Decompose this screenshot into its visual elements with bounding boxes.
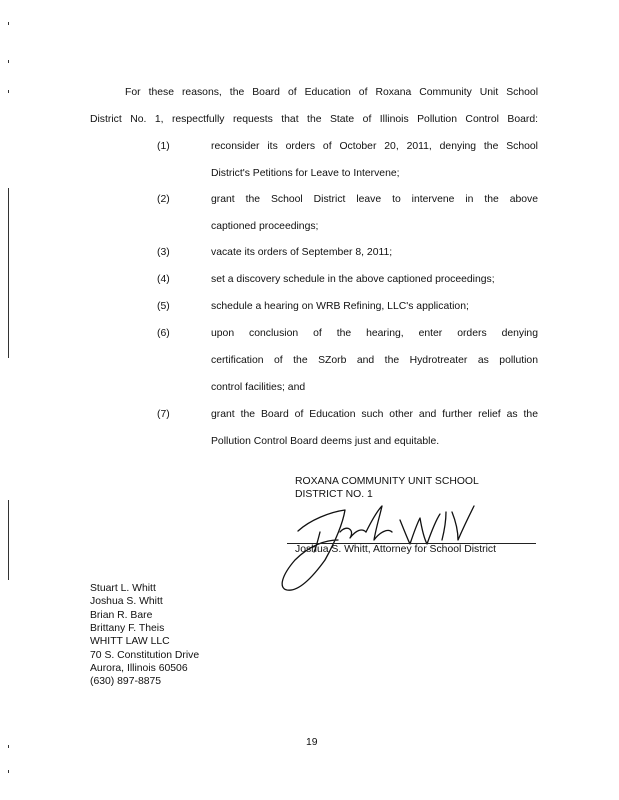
request-line: reconsider its orders of October 20, 2011, denying the School xyxy=(211,141,538,152)
page-number: 19 xyxy=(306,737,318,748)
signature-org-line-1: ROXANA COMMUNITY UNIT SCHOOL xyxy=(295,476,479,487)
request-number: (3) xyxy=(157,247,170,258)
request-line: Pollution Control Board deems just and equitable. xyxy=(211,436,440,447)
counsel-line: (630) 897-8875 xyxy=(90,676,162,687)
request-number: (1) xyxy=(157,141,170,152)
request-line: upon conclusion of the hearing, enter orders denying xyxy=(211,328,538,339)
counsel-line: Joshua S. Whitt xyxy=(90,596,163,607)
request-number: (2) xyxy=(157,194,170,205)
request-line: grant the Board of Education such other and further relief as the xyxy=(211,409,538,420)
request-line: vacate its orders of September 8, 2011; xyxy=(211,247,393,258)
counsel-line: Aurora, Illinois 60506 xyxy=(90,663,188,674)
request-line: schedule a hearing on WRB Refining, LLC's application; xyxy=(211,301,469,312)
signer-name: Joshua S. Whitt, Attorney for School District xyxy=(295,544,496,555)
signature-org-line-2: DISTRICT NO. 1 xyxy=(295,489,373,500)
counsel-line: Brian R. Bare xyxy=(90,610,153,621)
request-line: District's Petitions for Leave to Intervene; xyxy=(211,168,400,179)
request-line: grant the School District leave to intervene in the above xyxy=(211,194,538,205)
counsel-line: Brittany F. Theis xyxy=(90,623,165,634)
request-number: (4) xyxy=(157,274,170,285)
request-number: (7) xyxy=(157,409,170,420)
request-line: certification of the SZorb and the Hydrotreater as pollution xyxy=(211,355,538,366)
request-number: (6) xyxy=(157,328,170,339)
request-line: control facilities; and xyxy=(211,382,306,393)
intro-line-2: District No. 1, respectfully requests that the State of Illinois Pollution Control Board: xyxy=(90,114,538,125)
counsel-line: 70 S. Constitution Drive xyxy=(90,650,200,661)
counsel-line: WHITT LAW LLC xyxy=(90,636,170,647)
request-number: (5) xyxy=(157,301,170,312)
request-line: set a discovery schedule in the above captioned proceedings; xyxy=(211,274,495,285)
intro-line-1: For these reasons, the Board of Education of Roxana Community Unit School xyxy=(125,87,538,98)
request-line: captioned proceedings; xyxy=(211,221,319,232)
counsel-line: Stuart L. Whitt xyxy=(90,583,156,594)
